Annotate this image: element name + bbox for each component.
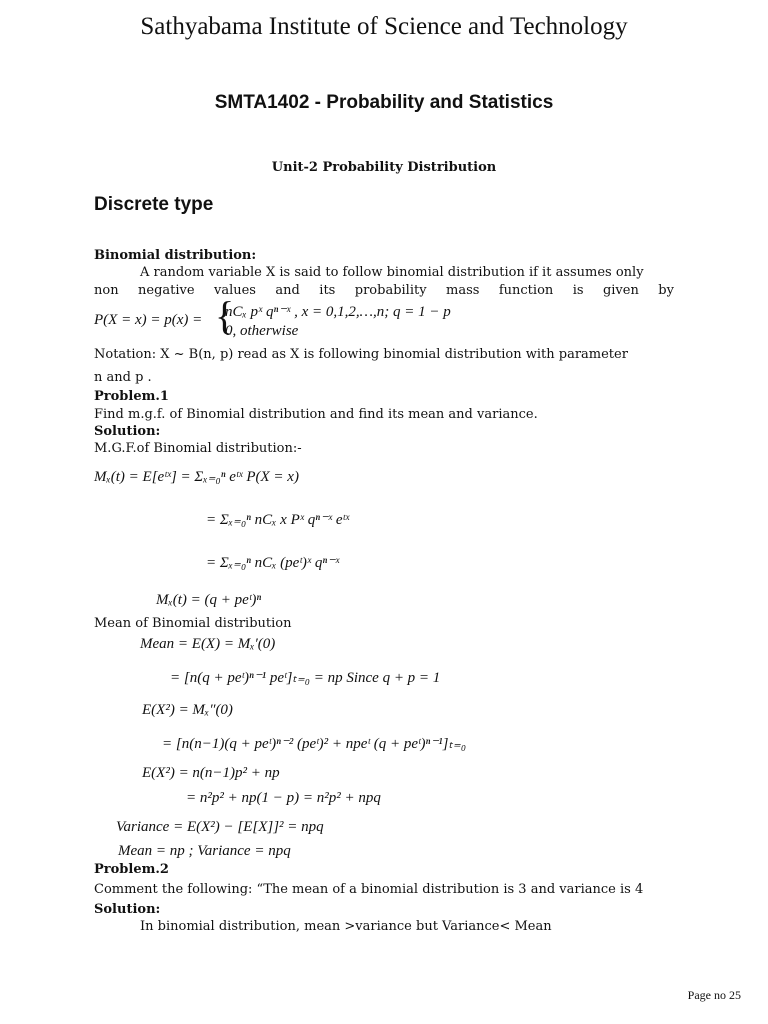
problem-1-question: Find m.g.f. of Binomial distribution and find its mean and variance. <box>94 407 538 422</box>
notation-line-2: n and p . <box>94 370 152 385</box>
problem-2-question: Comment the following: “The mean of a binomial distribution is 3 and variance is 4 <box>94 882 644 897</box>
unit-title: Unit-2 Probability Distribution <box>271 160 497 175</box>
mgf-equation-2: = Σₓ₌₀ⁿ nCₓ x Pˣ qⁿ⁻ˣ eᵗˣ <box>206 512 350 528</box>
problem-1-solution-label: Solution: <box>94 424 161 439</box>
pmf-brace: { <box>215 293 235 338</box>
definition-word: its <box>319 283 336 298</box>
second-moment-equation-3: E(X²) = n(n−1)p² + np <box>142 765 280 781</box>
pmf-case-1: nCₓ pˣ qⁿ⁻ˣ , x = 0,1,2,…,n; q = 1 − p <box>225 304 451 320</box>
definition-line-2 <box>94 283 674 298</box>
mean-variance-summary: Mean = np ; Variance = npq <box>118 843 291 859</box>
definition-word: non <box>94 283 119 298</box>
variance-equation: Variance = E(X²) − [E[X]]² = npq <box>116 819 324 835</box>
mgf-result: Mₓ(t) = (q + peᵗ)ⁿ <box>156 592 262 608</box>
section-heading: Discrete type <box>94 194 214 215</box>
second-moment-equation-2: = [n(n−1)(q + peᵗ)ⁿ⁻² (peᵗ)² + npeᵗ (q + peᵗ)ⁿ⁻¹]ₜ₌₀ <box>162 736 467 752</box>
mgf-equation-1: Mₓ(t) = E[eᵗˣ] = Σₓ₌₀ⁿ eᵗˣ P(X = x) <box>94 469 299 485</box>
definition-word: is <box>572 283 584 298</box>
mean-equation-2: = [n(q + peᵗ)ⁿ⁻¹ peᵗ]ₜ₌₀ = np Since q + p = 1 <box>170 670 441 686</box>
definition-word: probability <box>354 283 427 298</box>
problem-1-label: Problem.1 <box>94 389 169 404</box>
mgf-equation-3: = Σₓ₌₀ⁿ nCₓ (peᵗ)ˣ qⁿ⁻ˣ <box>206 555 340 571</box>
institution-title: Sathyabama Institute of Science and Technology <box>140 13 628 40</box>
definition-word: by <box>658 283 674 298</box>
definition-word: given <box>602 283 639 298</box>
binomial-heading: Binomial distribution: <box>94 248 257 263</box>
definition-word: function <box>498 283 554 298</box>
definition-word: and <box>275 283 300 298</box>
definition-line-1: A random variable X is said to follow binomial distribution if it assumes only <box>140 265 644 280</box>
problem-2-label: Problem.2 <box>94 862 169 877</box>
notation-line-1: Notation: X ~ B(n, p) read as X is following binomial distribution with parameter <box>94 347 628 362</box>
pmf-lhs: P(X = x) = p(x) = <box>94 312 203 328</box>
mean-equation-1: Mean = E(X) = Mₓ′(0) <box>140 636 276 652</box>
problem-2-solution-label: Solution: <box>94 902 161 917</box>
mgf-label: M.G.F.of Binomial distribution:- <box>94 441 302 456</box>
pmf-case-2: 0, otherwise <box>225 323 299 339</box>
problem-2-answer: In binomial distribution, mean >variance but Variance< Mean <box>140 919 552 934</box>
definition-word: values <box>213 283 256 298</box>
course-title: SMTA1402 - Probability and Statistics <box>214 92 554 113</box>
second-moment-equation-4: = n²p² + np(1 − p) = n²p² + npq <box>186 790 381 806</box>
page-number: Page no 25 <box>687 988 741 1002</box>
definition-word: negative <box>138 283 195 298</box>
mean-label: Mean of Binomial distribution <box>94 616 292 631</box>
definition-word: mass <box>446 283 480 298</box>
second-moment-equation-1: E(X²) = Mₓ″(0) <box>142 702 233 718</box>
